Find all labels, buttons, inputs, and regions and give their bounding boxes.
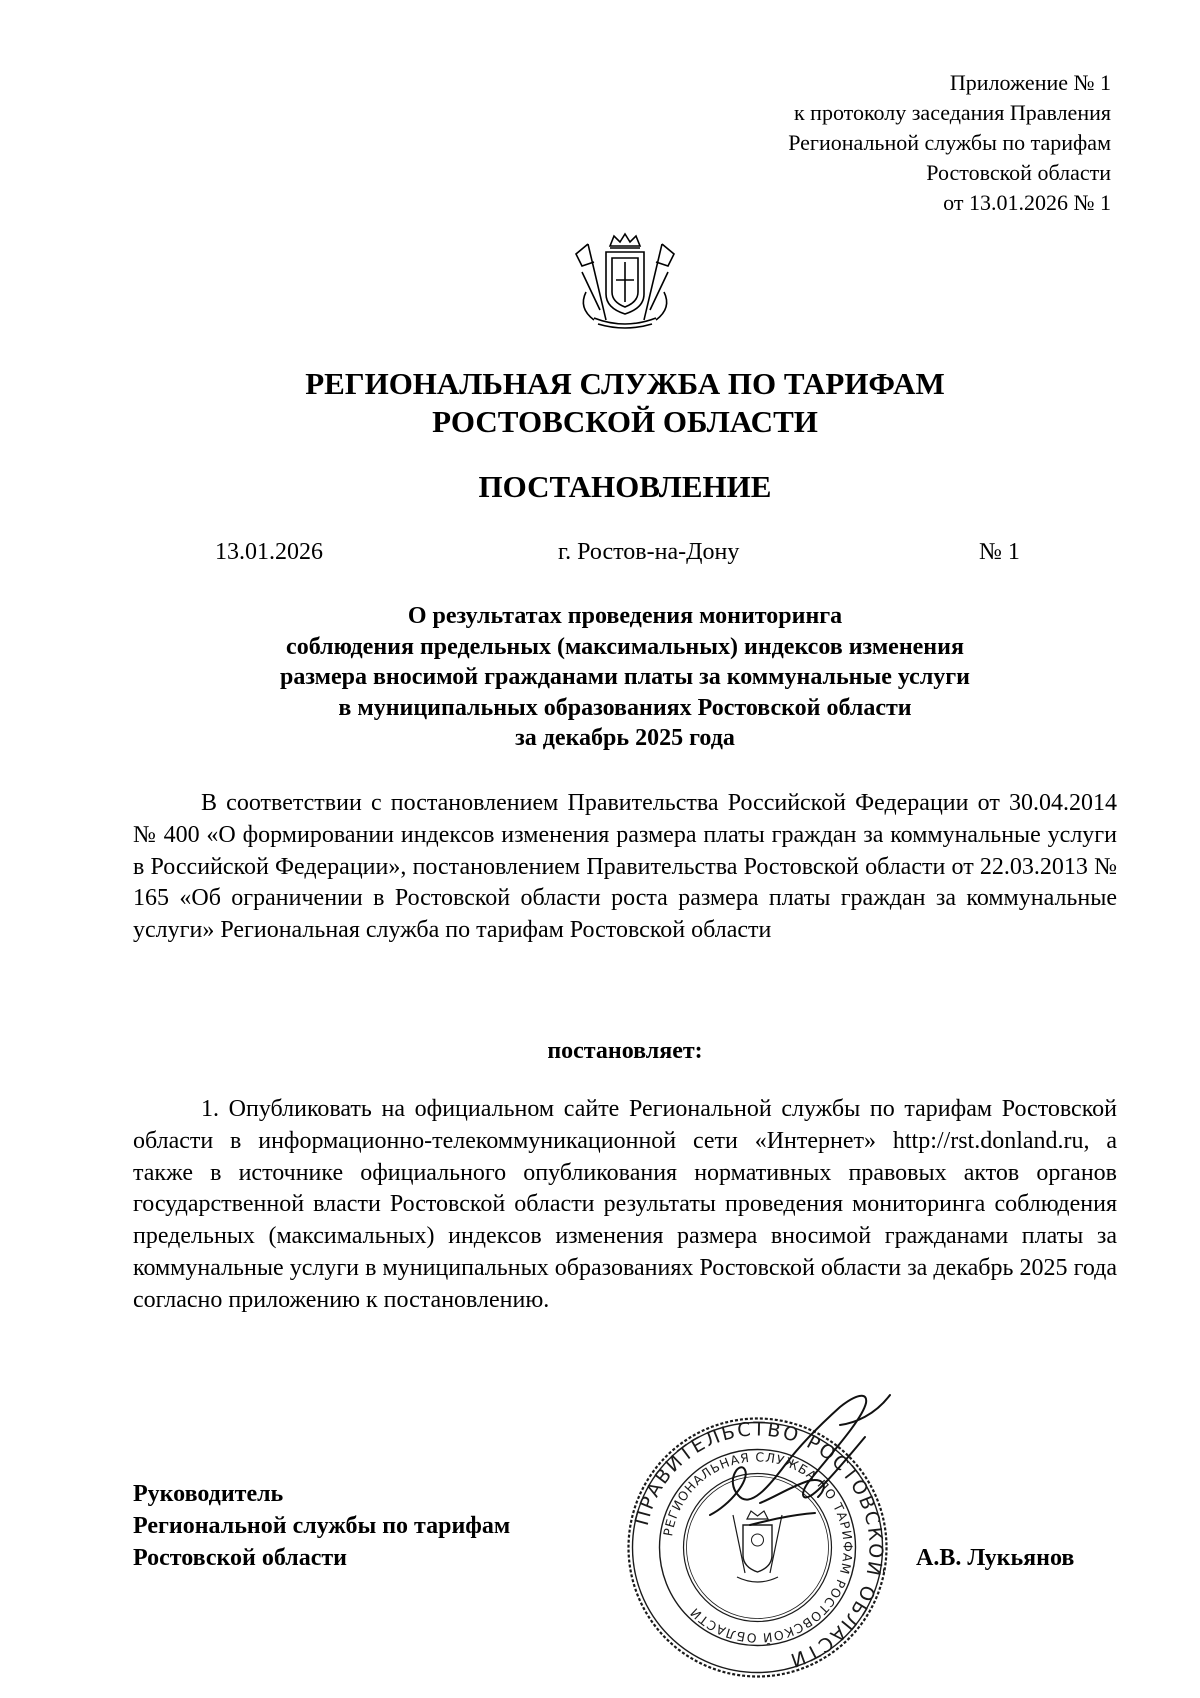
seal-inner-text: РЕГИОНАЛЬНАЯ СЛУЖБА ПО ТАРИФАМ РОСТОВСКОЙ ОБЛАСТИ: [660, 1449, 856, 1646]
appendix-header: [788, 68, 1111, 218]
document-date: 13.01.2026: [215, 539, 323, 565]
organization-title: [0, 365, 1200, 441]
document-number: № 1: [979, 539, 1020, 565]
seal-outer-text: ПРАВИТЕЛЬСТВО РОСТОВСКОЙ ОБЛАСТИ: [630, 1418, 887, 1672]
decree-item-1: 1. Опубликовать на официальном сайте Региональной службы по тарифам Ростовской области в информационно-телекоммуникационной сети «Интернет» http://rst.donland.ru, а также в источнике официального опубликования нормативных правовых актов органов государственной власти Ростовской области результаты проведения мониторинга соблюдения предельных (максимальных) индексов изменения размера вносимой гражданами платы за коммунальные услуги в муниципальных образованиях Ростовской области за декабрь 2025 года согласно приложению к постановлению.: [133, 1096, 1117, 1313]
signatory-position-line: Руководитель: [133, 1481, 284, 1507]
signatory-position-line: Ростовской области: [133, 1545, 347, 1571]
handwritten-signature: [690, 1385, 900, 1575]
document-type: ПОСТАНОВЛЕНИЕ: [478, 469, 772, 504]
appendix-line: Приложение № 1: [949, 70, 1111, 95]
signatory-position-line: Региональной службы по тарифам: [133, 1513, 511, 1539]
appendix-line: к протоколу заседания Правления: [793, 100, 1111, 125]
subject-line: за декабрь 2025 года: [515, 725, 735, 751]
subject-line: размера вносимой гражданами платы за коммунальные услуги: [279, 664, 971, 690]
appendix-line: Региональной службы по тарифам: [788, 130, 1111, 155]
signatory-position: [133, 1478, 510, 1574]
organization-title-line: РЕГИОНАЛЬНАЯ СЛУЖБА ПО ТАРИФАМ: [305, 366, 945, 401]
document-subject: [0, 601, 1200, 754]
subject-line: О результатах проведения мониторинга: [407, 603, 843, 629]
intro-paragraph: В соответствии с постановлением Правительства Российской Федерации от 30.04.2014 № 400 «О формировании индексов изменения размера платы граждан за коммунальные услуги в Российской Федерации», постановлением Правительства Ростовской области от 22.03.2013 № 165 «Об ограничении в Ростовской области роста размера платы граждан за коммунальные услуги» Региональная служба по тарифам Ростовской области: [133, 790, 1117, 944]
organization-title-line: РОСТОВСКОЙ ОБЛАСТИ: [432, 404, 818, 439]
subject-line: в муниципальных образованиях Ростовской области: [338, 694, 912, 721]
signatory-name: А.В. Лукьянов: [916, 1545, 1075, 1571]
appendix-line: от 13.01.2026 № 1: [943, 190, 1111, 215]
appendix-line: Ростовской области: [926, 160, 1111, 185]
document-city: г. Ростов-на-Дону: [558, 539, 740, 565]
subject-line: соблюдения предельных (максимальных) индексов изменения: [286, 633, 964, 660]
decree-word: постановляет:: [547, 1038, 703, 1064]
coat-of-arms-icon: [568, 232, 682, 332]
